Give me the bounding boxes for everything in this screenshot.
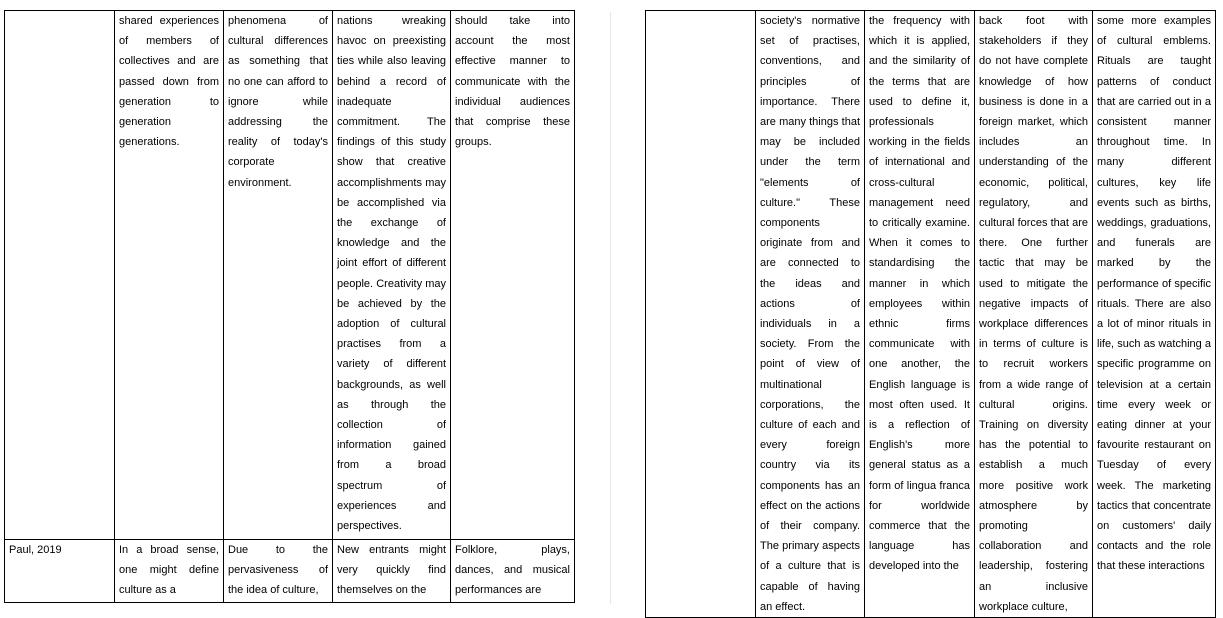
author-cell: [646, 11, 756, 618]
author-cell: [5, 11, 115, 540]
page-divider: [610, 12, 611, 604]
table-cell: phenomena of cultural differences as something that no one can afford to ignore while addressing the reality of today's corporate environment.: [224, 11, 333, 540]
table-cell: In a broad sense, one might define culture as a: [115, 540, 224, 603]
table-cell: the frequency with which it is applied, and the similarity of the terms that are used to define it, professionals working in the fields of international and cross-cultural management need to critically examine. When it comes to standardising the manner in which employees within ethnic firms communicate with one another, the English language is most often used. It is a reflection of English's more general status as a form of lingua franca for worldwide commerce that the language has developed into the: [865, 11, 975, 618]
table-cell: Folklore, plays, dances, and musical performances are: [451, 540, 575, 603]
table-row: [5, 11, 575, 540]
table-cell: nations wreaking havoc on preexisting ties while also leaving behind a record of inadequate commitment. The findings of this study show that creative accomplishments may be accomplished via the exchange of knowledge and the joint effort of different people. Creativity may be achieved by the adoption of cultural practises from a variety of different backgrounds, as well as through the collection of information gained from a broad spectrum of experiences and perspectives.: [333, 11, 451, 540]
author-cell: Paul, 2019: [5, 540, 115, 603]
table-cell: should take into account the most effective manner to communicate with the individual audiences that comprise these groups.: [451, 11, 575, 540]
table-cell: society's normative set of practises, conventions, and principles of importance. There are many things that may be included under the term "elements of culture." These components originate from and are connected to the ideas and actions of individuals in a society. From the point of view of multinational corporations, the culture of each and every foreign country via its components has an effect on the actions of their company. The primary aspects of a culture that is capable of having an effect.: [756, 11, 865, 618]
table-cell: New entrants might very quickly find themselves on the: [333, 540, 451, 603]
table-cell: Due to the pervasiveness of the idea of culture,: [224, 540, 333, 603]
table-row: [5, 540, 575, 603]
table-cell: some more examples of cultural emblems. Rituals are taught patterns of conduct that are carried out in a consistent manner throughout time. In many different cultures, key life events such as births, weddings, graduations, and funerals are marked by the performance of specific rituals. There are also a lot of minor rituals in life, such as watching a specific programme on television at a certain time every week or eating dinner at your favourite restaurant on Tuesday of every week. The marketing tactics that concentrate on customers' daily contacts and the role that these interactions: [1093, 11, 1216, 618]
table-cell: shared experiences of members of collectives and are passed down from generation to generation generations.: [115, 11, 224, 540]
table-cell: back foot with stakeholders if they do not have complete knowledge of how business is done in a foreign market, which includes an understanding of the economic, political, regulatory, and cultural forces that are there. One further tactic that may be used to mitigate the negative impacts of workplace differences in terms of culture is to recruit workers from a wide range of cultural origins. Training on diversity has the potential to establish a much more positive work atmosphere by promoting collaboration and leadership, fostering an inclusive workplace culture,: [975, 11, 1093, 618]
table-row: [646, 11, 1216, 618]
literature-table-right: [645, 10, 1216, 618]
literature-table-left: [4, 10, 575, 603]
